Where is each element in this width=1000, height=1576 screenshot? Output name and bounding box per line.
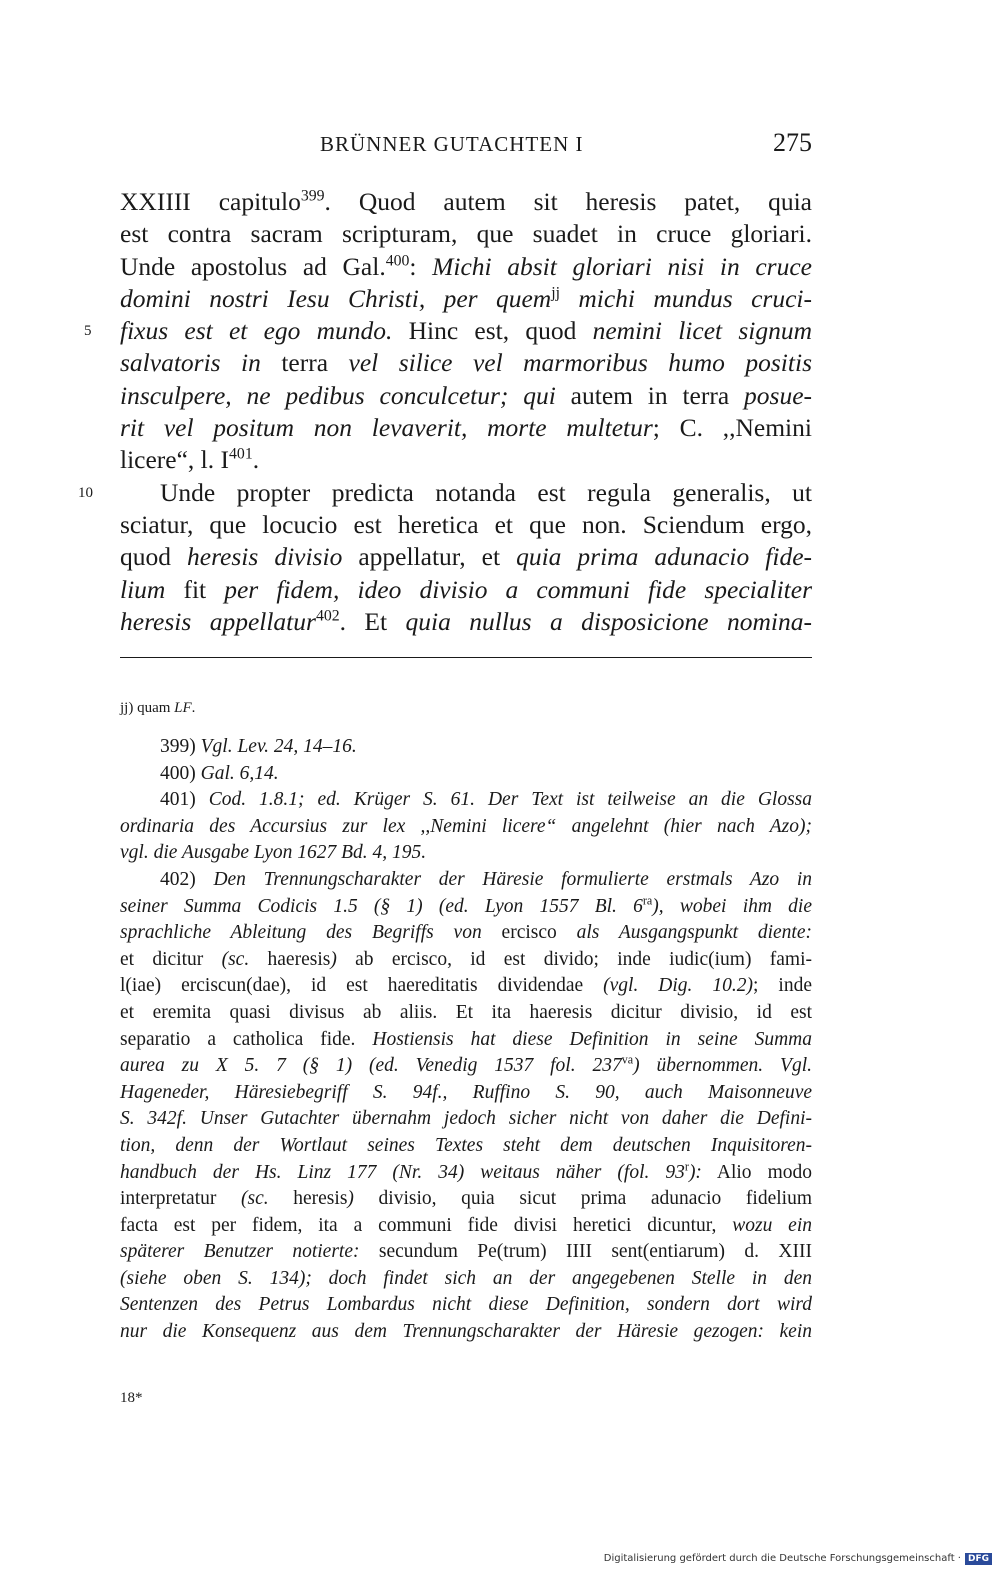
main-text — [78, 186, 813, 638]
text-line: lium fit per fidem, ideo divisio a communi fide specialiter — [120, 574, 812, 604]
line-number: 10 — [78, 484, 93, 501]
footnote-line: S. 342f. Unser Gutachter übernahm jedoch sicher nicht von daher die Defini- — [120, 1108, 812, 1130]
footnote-divider — [120, 657, 812, 658]
page-number: 275 — [773, 128, 812, 157]
text-line: heresis appellatur$^{402}$. Et quia nullus a disposicione nomina- — [120, 606, 812, 636]
funding-note — [604, 1553, 992, 1565]
footnote-line: nur die Konsequenz aus dem Trennungscharakter der Häresie gezogen: kein — [120, 1321, 812, 1343]
line-number: 5 — [84, 323, 92, 340]
running-title: BRÜNNER GUTACHTEN I — [320, 132, 584, 156]
running-header — [120, 128, 812, 162]
footnote-line: vgl. die Ausgabe Lyon 1627 Bd. 4, 195. — [120, 842, 427, 864]
dfg-logo: DFG — [965, 1553, 992, 1565]
text-line: sciatur, que locucio est heretica et que non. Sciendum ergo, — [120, 509, 812, 539]
text-line: 10 Unde propter predicta notanda est regula generalis, ut — [120, 477, 812, 509]
footnote-line: interpretatur (sc. heresis) divisio, quia sicut prima adunacio fidelium — [120, 1188, 812, 1210]
footnote-line: separatio a catholica fide. Hostiensis hat diese Definition in seine Summa — [120, 1028, 812, 1050]
footnote-401: 401) Cod. 1.8.1; ed. Krüger S. 61. Der Text ist teilweise an die Glossa — [160, 789, 813, 811]
footnote-line: seiner Summa Codicis 1.5 (§ 1) (ed. Lyon 1557 Bl. $6^{ra}$), wobei ihm die — [120, 893, 812, 917]
text-line: est contra sacram scripturam, que suadet in cruce gloriari. — [120, 219, 812, 249]
footnote-ref[interactable]: 399 — [300, 187, 325, 205]
footnote-ref[interactable]: 400 — [385, 252, 410, 270]
footnote-ref[interactable]: 401 — [229, 445, 253, 463]
funding-text: Digitalisierung gefördert durch die Deutsche Forschungsgemeinschaft · — [603, 1553, 961, 1564]
footnote-line: et eremita quasi divisus ab aliis. Et ita haeresis dicitur divisio, id est — [120, 1001, 812, 1023]
text-line: insculpere, ne pedibus conculcetur; qui autem in terra posue- — [120, 380, 812, 410]
footnote-line: sprachliche Ableitung des Begriffs von ercisco als Ausgangspunkt diente: — [120, 922, 812, 944]
text-line: XXIIII capitulo$^{399}$. Quod autem sit heresis patet, quia — [120, 187, 812, 216]
footnote-line: handbuch der Hs. Linz 177 (Nr. 34) weitaus näher (fol. 93$^r$): Alio modo — [120, 1159, 813, 1183]
footnote-line: facta est per fidem, ita a communi fide divisi heretici dicuntur, wozu ein — [120, 1214, 812, 1236]
text-line: quod heresis divisio appellatur, et quia prima adunacio fide- — [120, 542, 813, 572]
footnote-line: Hageneder, Häresiebegriff S. 94f., Ruffino S. 90, auch Maisonneuve — [120, 1081, 812, 1103]
signature-mark: 18* — [120, 1390, 143, 1406]
footnote-line: ordinaria des Accursius zur lex ,,Nemini licere“ angelehnt (hier nach Azo); — [120, 815, 812, 837]
footnote-line: späterer Benutzer notierte: secundum Pe(trum) IIII sent(entiarum) d. XIII — [120, 1241, 812, 1263]
footnote-line: tion, denn der Wortlaut seines Textes steht dem deutschen Inquisitoren- — [120, 1134, 812, 1156]
footnotes — [120, 695, 812, 1346]
footnote-line: et dicitur (sc. haeresis) ab ercisco, id est divido; inde iudic(ium) fami- — [120, 948, 812, 970]
footnote-400: 400) Gal. 6,14. — [160, 762, 279, 784]
footnote-line: aurea zu X 5. 7 (§ 1) (ed. Venedig 1537 fol. $237^{va}$) übernommen. Vgl. — [120, 1052, 812, 1077]
text-line: 5 fixus est et ego mundo. Hinc est, quod nemini licet signum — [120, 315, 812, 347]
footnote-399: 399) Vgl. Lev. 24, 14–16. — [160, 736, 357, 757]
footnote-ref[interactable]: 402 — [315, 607, 340, 625]
text-line: Unde apostolus ad Gal.$^{400}$: Michi absit gloriari nisi in cruce — [120, 251, 812, 281]
text-line: rit vel positum non levaverit, morte multetur; C. ,,Nemini — [120, 413, 812, 443]
text-line: domini nostri Iesu Christi, per quem$^{jj}$ michi mundus cruci- — [120, 283, 812, 313]
footnote-line: Sentenzen des Petrus Lombardus nicht diese Definition, sondern dort wird — [120, 1294, 812, 1316]
footnote-line: l(iae) erciscun(dae), id est haereditatis dividendae (vgl. Dig. 10.2); inde — [120, 975, 812, 997]
footnote-jj: jj) quam LF. — [120, 700, 196, 716]
footnote-line: (siehe oben S. 134); doch findet sich an der angegebenen Stelle in den — [120, 1267, 812, 1289]
text-line: salvatoris in terra vel silice vel marmoribus humo positis — [120, 348, 812, 378]
footnote-ref[interactable]: jj — [551, 284, 560, 302]
footnote-402: 402) Den Trennungscharakter der Häresie formulierte erstmals Azo in — [160, 868, 813, 890]
text-line: licere“, l. $I^{401}$. — [120, 445, 260, 475]
